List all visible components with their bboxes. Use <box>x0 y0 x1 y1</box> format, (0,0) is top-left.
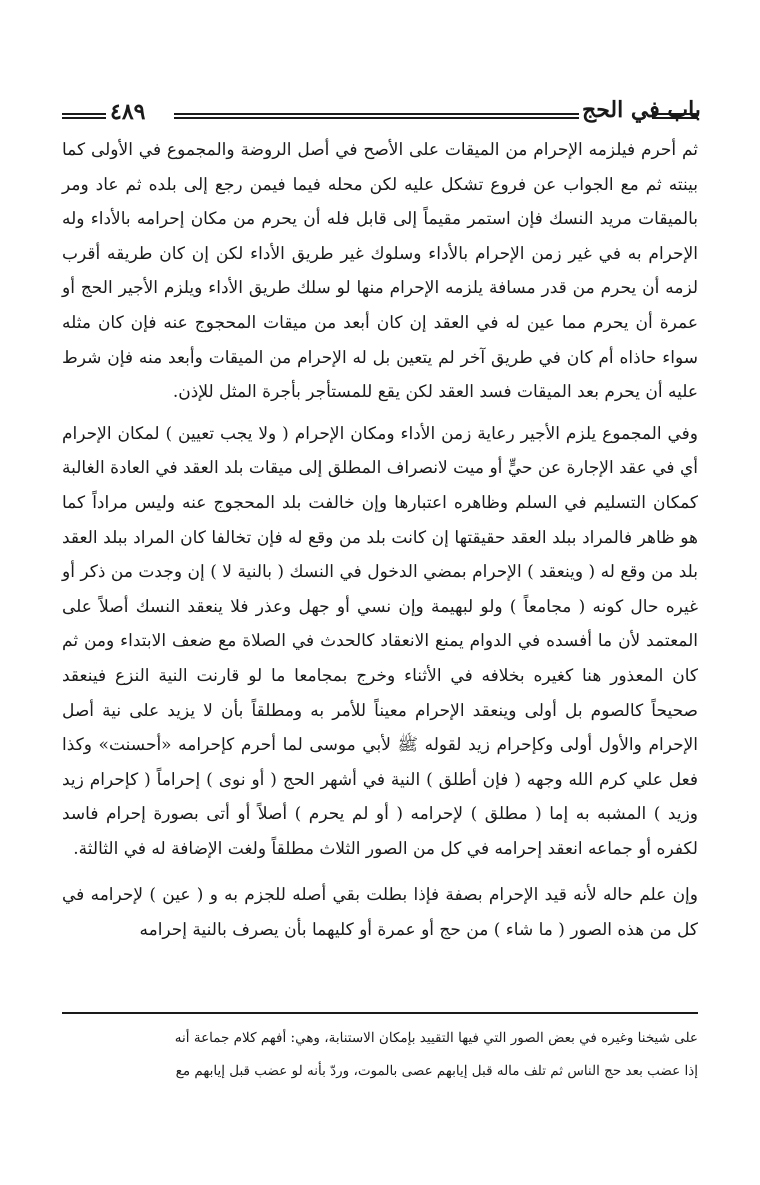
header-rule-middle <box>174 113 579 119</box>
body-paragraph-1: ثم أحرم فيلزمه الإحرام من الميقات على الأصح في أصل الروضة والمجموع في الأولى كما بينته ثم مع الجواب عن فروع تشكل عليه لكن محله فيما فيمن رجع إلى بلده ثم عاد ومر بالميقات مريد النسك فإن استمر مقيماً إلى قابل فله أن يحرم من مكان إحرامه بالأداء وله الإحرام به في غير زمن الإحرام بالأداء وسلوك غير طريق الأداء لكن إن كان طريقه أقرب لزمه أن يحرم من قدر مسافة يلزمه الإحرام منها لو سلك طريق الأداء ويلزم الأجير الحج أو عمرة أن يحرم مما عين له في العقد إن كان أبعد من ميقات المحجوج عنه فإن كان مثله سواء حاذاه أم كان في طريق آخر لم يتعين بل له الإحرام من الميقات وأبعد منه فإن شرط عليه أن يحرم بعد الميقات فسد العقد لكن يقع للمستأجر بأجرة المثل للإذن. <box>62 140 698 403</box>
body-paragraph-2: وفي المجموع يلزم الأجير رعاية زمن الأداء ومكان الإحرام ( ولا يجب تعيين ) لمكان الإحرام أي في عقد الإجارة عن حيٍّ أو ميت لانصراف المطلق إلى ميقات بلد العقد في العادة الغالبة كمكان التسليم في السلم وظاهره اعتبارها وإن خالفت بلد المحجوج عنه وليس مراداً كما هو ظاهر فالمراد ببلد العقد حقيقتها إن كانت بلد من وقع له فإن تخالفا كان المراد ببلد العقد بلد من وقع له ( وينعقد ) الإحرام بمضي الدخول في النسك ( بالنية لا ) إن وجدت من ذكر أو غيره حال كونه ( مجامعاً ) ولو لبهيمة وإن نسي أو جهل وعذر فلا ينعقد النسك أصلاً على المعتمد لأن ما أفسده في الدوام يمنع الانعقاد كالحدث في الصلاة مع ضعف الابتداء ومن ثم كان المعذور هنا كغيره بخلافه في الأثناء وخرج بمجامعا ما لو قارنت النية النزع فينعقد صحيحاً كالصوم بل أولى وينعقد الإحرام معيناً للأمر به ومطلقاً بأن لا يزيد على نية أصل الإحرام والأول أولى وكإحرام زيد لقوله ﷺ لأبي موسى لما أحرم كإحرامه «أحسنت» وكذا فعل علي كرم الله وجهه ( فإن أطلق ) النية في أشهر الحج ( أو نوى ) إحراماً ( كإحرام زيد وزيد ) المشبه به إما ( مطلق ) لإحرامه ( أو لم يحرم ) أصلاً أو أتى بصورة إحرام فاسد لكفره أو جماعه انعقد إحرامه في كل من الصور الثلاث مطلقاً ولغت الإضافة له في الثالثة. <box>62 423 698 859</box>
running-title: باب في الحج <box>582 97 701 123</box>
footnote-separator <box>62 1012 698 1014</box>
header-rule-right <box>652 113 698 119</box>
footnote-line-1: على شيخنا وغيره في بعض الصور التي فيها التقييد بإمكان الاستنابة، وهي: أفهم كلام جماعة أنه <box>174 1030 698 1046</box>
footnotes <box>62 1022 698 1088</box>
page-number: ٤٨٩ <box>110 99 146 125</box>
header-rule-left <box>62 113 106 119</box>
body-paragraph-3: وإن علم حاله لأنه قيد الإحرام بصفة فإذا بطلت بقي أصله للجزم به و ( عين ) لإحرامه في كل من هذه الصور ( ما شاء ) من حج أو عمرة أو كليهما بأن يصرف بالنية إحرامه <box>62 885 698 941</box>
footnote-line-2: إذا عضب بعد حج الناس ثم تلف ماله قبل إيابهم عصى بالموت، وردّ بأنه لو عضب قبل إيابهم مع <box>175 1063 698 1079</box>
page-header <box>62 95 701 131</box>
page-body <box>62 95 701 948</box>
